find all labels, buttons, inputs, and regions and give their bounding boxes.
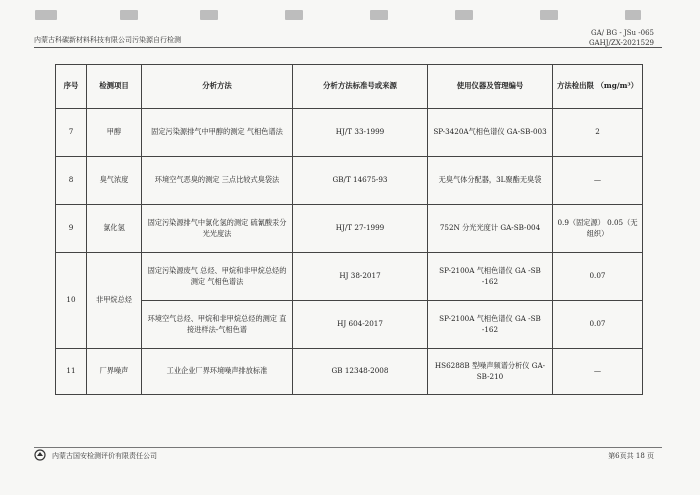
header-method: 分析方法 — [142, 65, 293, 109]
company-header: 内蒙古科碳新材料科技有限公司污染源自行检测 — [34, 36, 181, 44]
cell-instrument: SP-2100A 气相色谱仪 GA -SB -162 — [428, 253, 553, 301]
scan-mark — [370, 10, 388, 20]
cell-seq: 7 — [56, 109, 87, 157]
cell-instrument: 752N 分光光度计 GA-SB-004 — [428, 205, 553, 253]
cell-standard: HJ/T 33-1999 — [293, 109, 428, 157]
report-code: GAHJ/ZX-2021529 — [588, 39, 654, 47]
table-row — [56, 253, 643, 301]
cell-seq: 10 — [56, 253, 87, 349]
cell-item: 非甲烷总烃 — [87, 253, 142, 349]
scan-mark — [540, 10, 558, 20]
cell-instrument: HS6288B 型噪声频谱分析仪 GA-SB-210 — [428, 349, 553, 395]
header-standard: 分析方法标准号或来源 — [293, 65, 428, 109]
cell-method: 环境空气恶臭的测定 三点比较式臭袋法 — [142, 157, 293, 205]
cell-seq: 11 — [56, 349, 87, 395]
page-number: 第6页共 18 页 — [608, 452, 654, 460]
cell-item: 厂界噪声 — [87, 349, 142, 395]
cell-standard: HJ 604-2017 — [293, 301, 428, 349]
cell-limit: — — [553, 349, 643, 395]
cell-limit: 0.07 — [553, 301, 643, 349]
methods-table — [55, 64, 643, 395]
cell-item: 臭气浓度 — [87, 157, 142, 205]
table-header-row — [56, 65, 643, 109]
cell-standard: GB/T 14675-93 — [293, 157, 428, 205]
cell-item: 甲醇 — [87, 109, 142, 157]
table-row — [56, 301, 643, 349]
cell-instrument: SP-2100A 气相色谱仪 GA -SB -162 — [428, 301, 553, 349]
cell-method: 固定污染源排气中氯化氢的测定 硫氰酸汞分光光度法 — [142, 205, 293, 253]
cell-limit: 0.9（固定源） 0.05（无组织） — [553, 205, 643, 253]
cell-seq: 9 — [56, 205, 87, 253]
cell-method: 环境空气总烃、甲烷和非甲烷总烃的测定 直接进样法-气相色谱 — [142, 301, 293, 349]
doc-code: GA/ BG - JSu -065 — [591, 29, 654, 37]
scan-mark — [200, 10, 218, 20]
cell-standard: HJ 38-2017 — [293, 253, 428, 301]
cell-instrument: SP-3420A气相色谱仪 GA-SB-003 — [428, 109, 553, 157]
header-divider — [34, 47, 662, 48]
cell-method: 固定污染源废气 总烃、甲烷和非甲烷总烃的测定 气相色谱法 — [142, 253, 293, 301]
cell-instrument: 无臭气体分配器，3L聚酯无臭袋 — [428, 157, 553, 205]
table-row — [56, 349, 643, 395]
scan-mark — [35, 10, 57, 20]
cell-standard: HJ/T 27-1999 — [293, 205, 428, 253]
table-row — [56, 157, 643, 205]
footer-divider — [34, 447, 662, 448]
table-row — [56, 109, 643, 157]
scan-mark — [455, 10, 473, 20]
cell-item: 氯化氢 — [87, 205, 142, 253]
cell-limit: 0.07 — [553, 253, 643, 301]
header-item: 检测项目 — [87, 65, 142, 109]
scan-mark — [625, 10, 641, 20]
company-logo-icon — [34, 449, 48, 461]
scan-mark — [120, 10, 138, 20]
header-seq: 序号 — [56, 65, 87, 109]
scan-mark — [285, 10, 303, 20]
cell-method: 工业企业厂界环境噪声排放标准 — [142, 349, 293, 395]
cell-limit: 2 — [553, 109, 643, 157]
cell-method: 固定污染源排气中甲醇的测定 气相色谱法 — [142, 109, 293, 157]
cell-standard: GB 12348-2008 — [293, 349, 428, 395]
footer-org: 内蒙古国安检测评价有限责任公司 — [52, 452, 157, 460]
cell-seq: 8 — [56, 157, 87, 205]
header-instrument: 使用仪器及管理编号 — [428, 65, 553, 109]
header-limit: 方法检出限 （mg/m³） — [553, 65, 643, 109]
cell-limit: — — [553, 157, 643, 205]
table-row — [56, 205, 643, 253]
